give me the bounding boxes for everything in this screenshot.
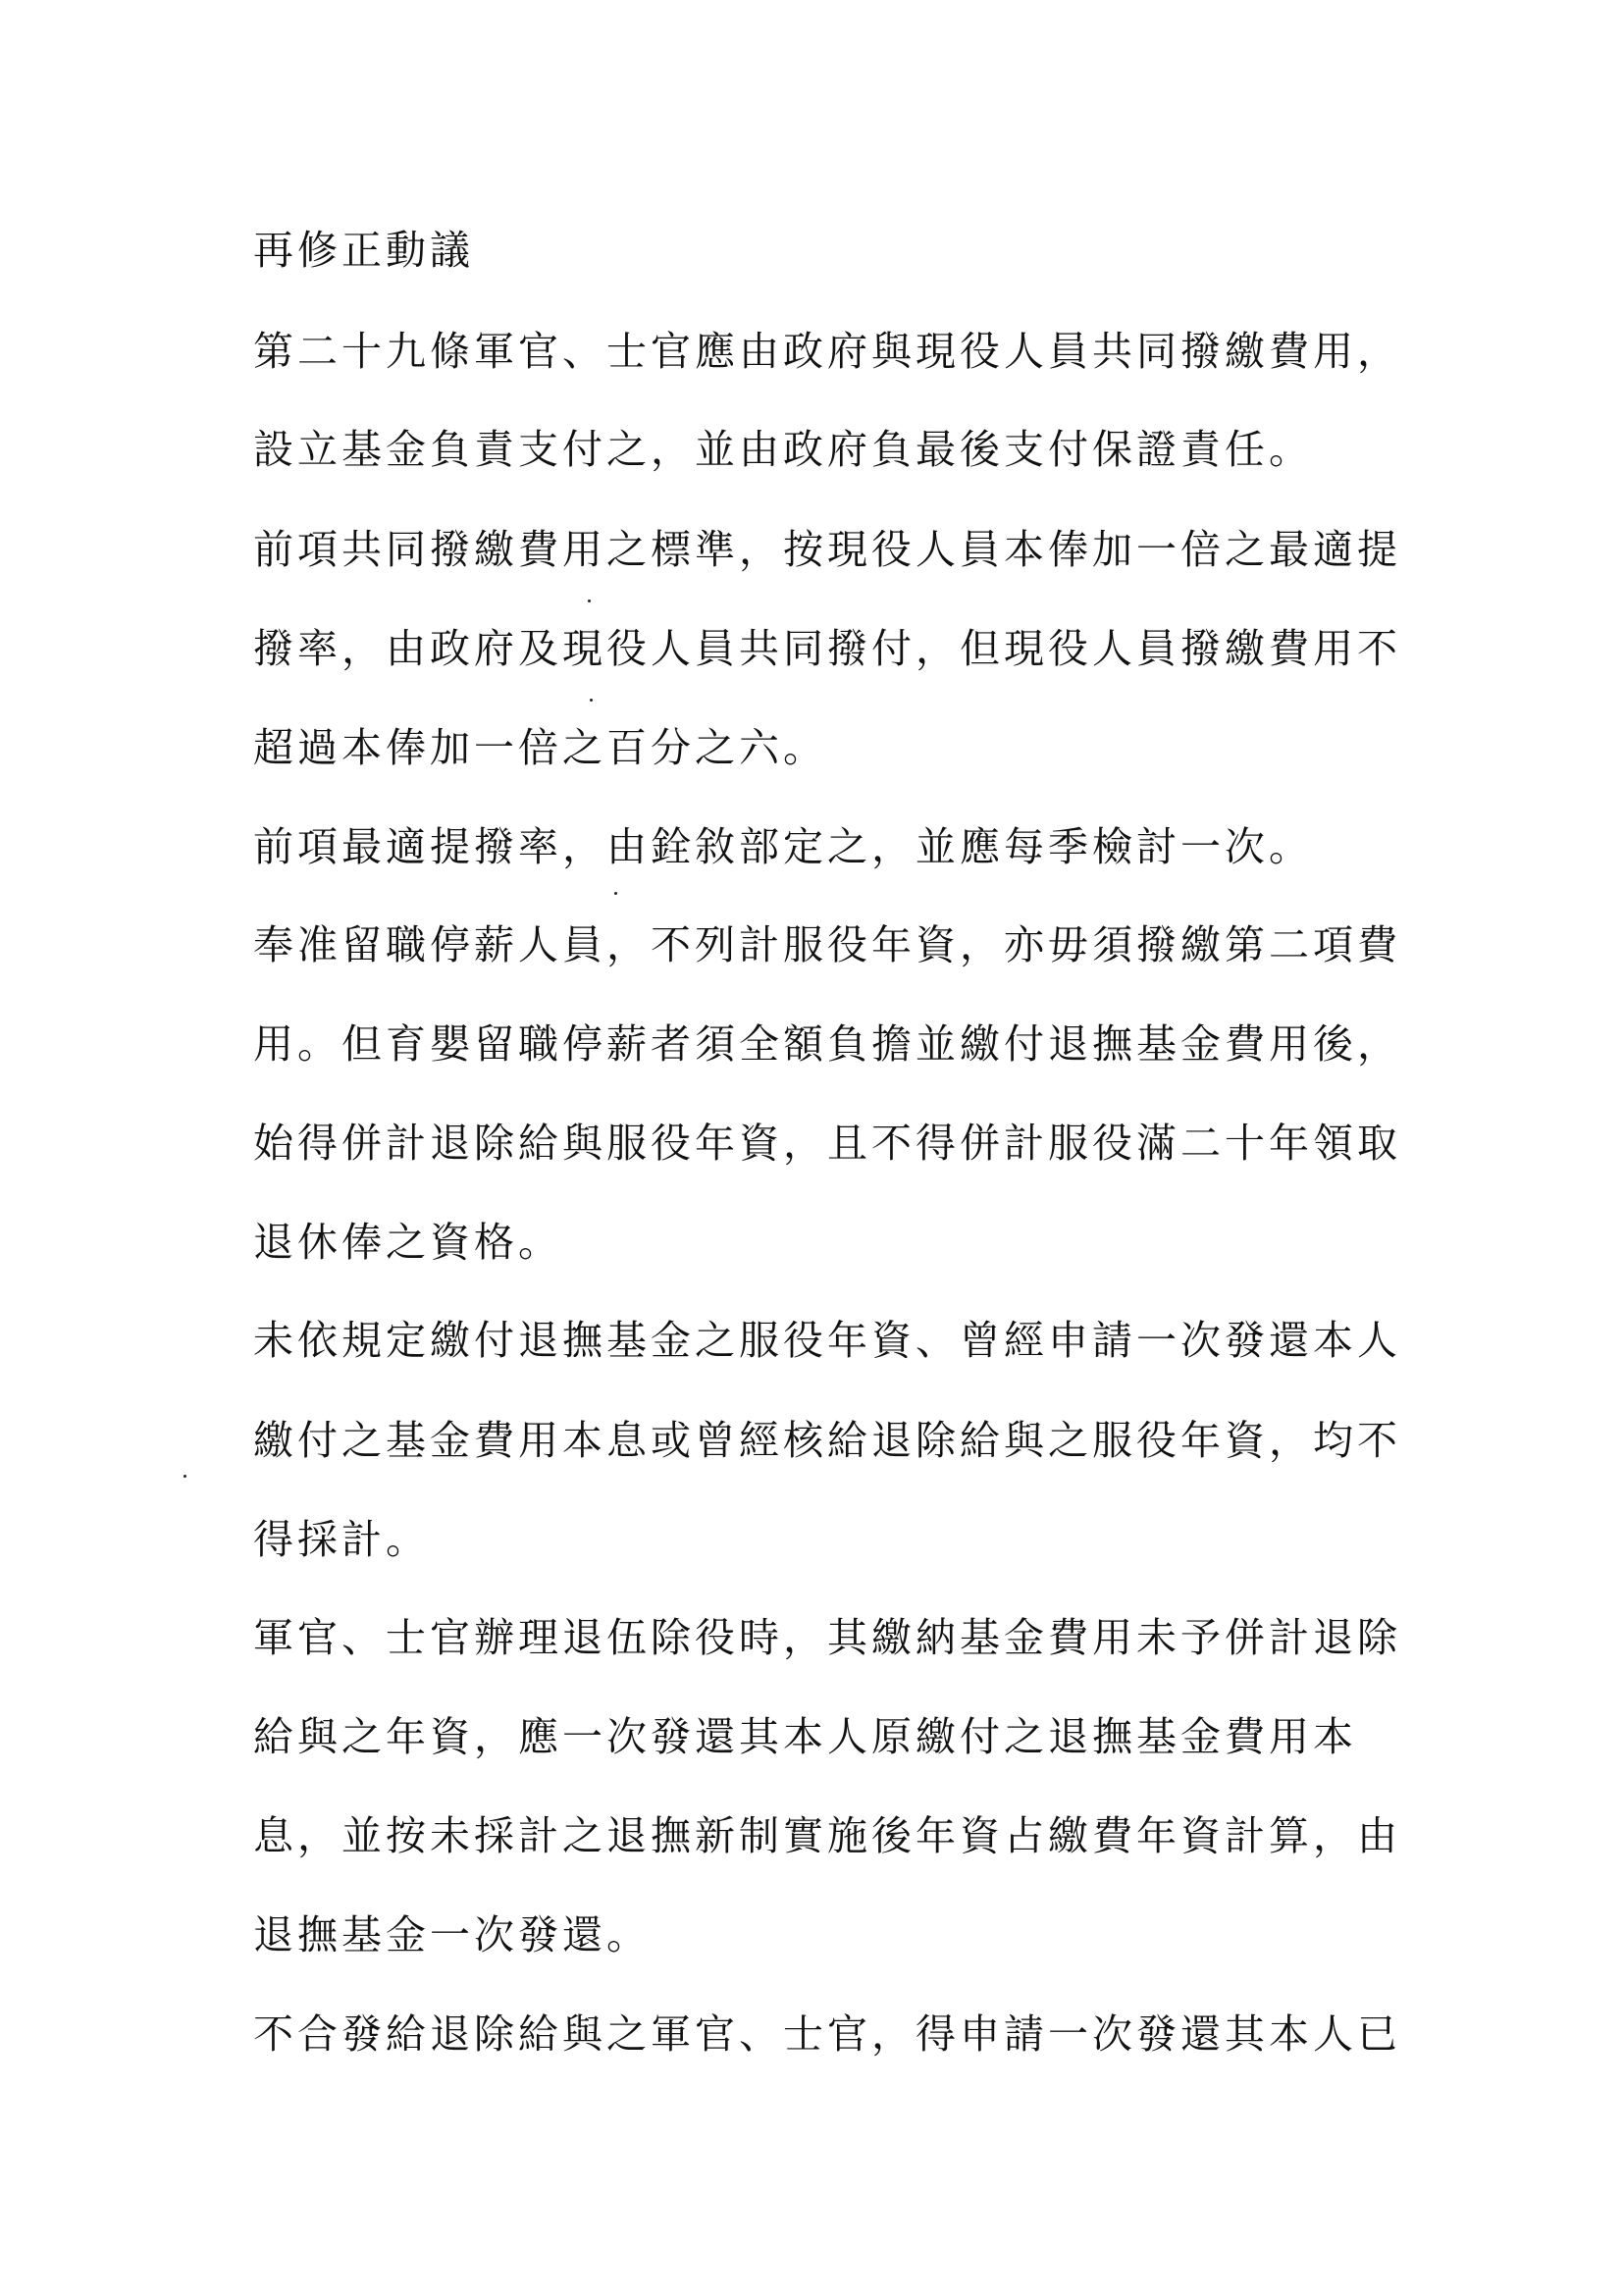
text-line-1: 第二十九條軍官、士官應由政府與現役人員共同撥繳費用， (253, 328, 1401, 375)
text-line-8: 用。但育嬰留職停薪者須全額負擔並繳付退撫基金費用後， (253, 1020, 1401, 1068)
text-line-17: 退撫基金一次發還。 (253, 1911, 651, 1958)
scan-speck (588, 600, 591, 602)
text-line-5: 超過本俸加一倍之百分之六。 (253, 724, 827, 771)
text-line-9: 始得併計退除給與服役年資，且不得併計服役滿二十年領取 (253, 1120, 1401, 1167)
scan-speck (183, 1475, 186, 1478)
text-line-10: 退休俸之資格。 (253, 1219, 562, 1266)
text-line-18: 不合發給退除給與之軍官、士官，得申請一次發還其本人已 (253, 2010, 1401, 2058)
text-line-16: 息，並按未採計之退撫新制實施後年資占繳費年資計算，由 (253, 1812, 1401, 1859)
text-line-12: 繳付之基金費用本息或曾經核給退除給與之服役年資，均不 (253, 1417, 1401, 1464)
scan-speck (590, 699, 593, 702)
text-line-11: 未依規定繳付退撫基金之服役年資、曾經申請一次發還本人 (253, 1317, 1401, 1364)
text-line-14: 軍官、士官辦理退伍除役時，其繳納基金費用未予併計退除 (253, 1614, 1401, 1661)
text-line-3: 前項共同撥繳費用之標準，按現役人員本俸加一倍之最適提 (253, 526, 1401, 573)
text-line-2: 設立基金負責支付之，並由政府負最後支付保證責任。 (253, 426, 1313, 473)
text-line-6: 前項最適提撥率，由銓敘部定之，並應每季檢討一次。 (253, 823, 1313, 870)
text-line-7: 奉准留職停薪人員，不列計服役年資，亦毋須撥繳第二項費 (253, 921, 1401, 968)
document-heading: 再修正動議 (253, 227, 474, 274)
text-line-15: 給與之年資，應一次發還其本人原繳付之退撫基金費用本 (253, 1713, 1357, 1760)
text-line-4: 撥率，由政府及現役人員共同撥付，但現役人員撥繳費用不 (253, 625, 1401, 672)
text-line-13: 得採計。 (253, 1516, 430, 1563)
scan-speck (614, 892, 617, 895)
